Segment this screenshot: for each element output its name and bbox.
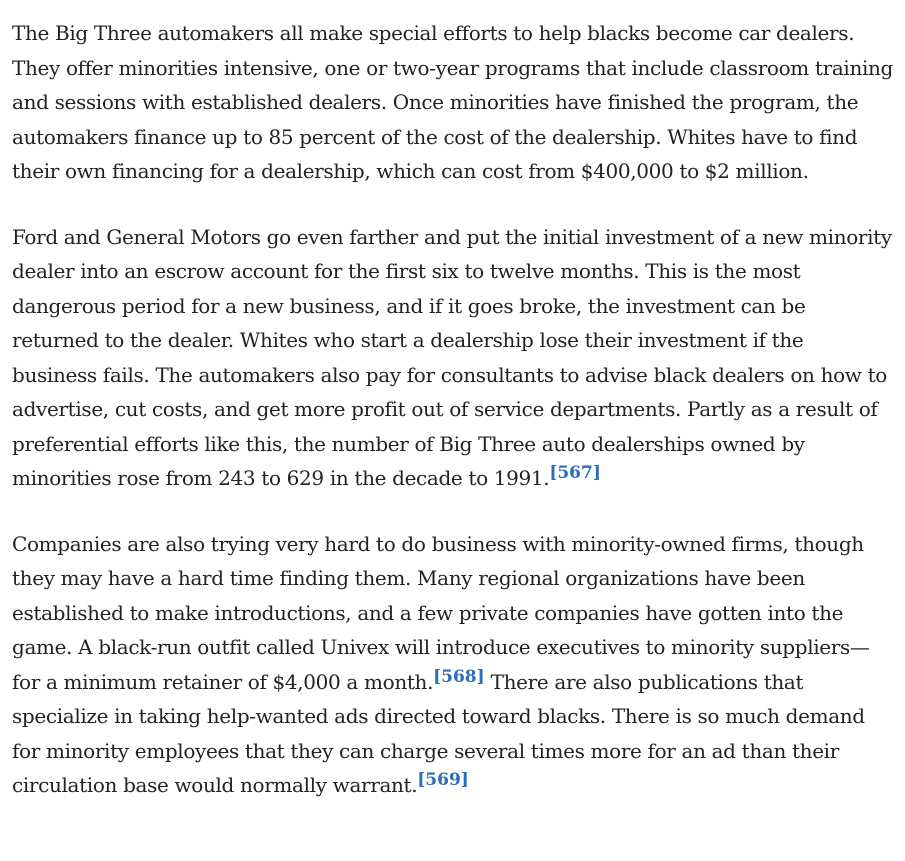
paragraph-text: The Big Three automakers all make special efforts to help blacks become car dealers. They offer minorities intensive, one or two-year programs that include classroom training and sessions with established dealers. Once minorities have finished the program, the automakers finance up to 85 percent of the cost of the dealership. Whites have to find their own financing for a dealership, which can cost from $400,000 to $2 million. (12, 21, 893, 183)
footnote-link-569[interactable]: [569] (417, 770, 469, 790)
paragraph-text-continued: There are also publications that specialize in taking help-wanted ads directed toward blacks. There is so much demand for minority employees that they can charge several times more for an ad than their circulation base would normally warrant. (12, 669, 865, 797)
footnote-link-567[interactable]: [567] (549, 463, 601, 483)
paragraph-escrow (12, 220, 893, 496)
footnote-link-568[interactable]: [568] (433, 666, 485, 687)
paragraph-minority-firms (12, 527, 893, 803)
paragraph-text: Ford and General Motors go even farther and put the initial investment of a new minority dealer into an escrow account for the first six to twelve months. This is the most dangerous period for a new business, and if it goes broke, the investment can be returned to the dealer. Whites who start a dealership lose their investment if the business fails. The automakers also pay for consultants to advise black dealers on how to advertise, cut costs, and get more profit out of service departments. Partly as a result of preferential efforts like this, the number of Big Three auto dealerships owned by minorities rose from 243 to 629 in the decade to 1991. (12, 224, 892, 490)
paragraph-text: Companies are also trying very hard to do business with minority-owned firms, though they may have a hard time finding them. Many regional organizations have been established to make introductions, and a few private companies have gotten into the game. A black-run outfit called Univex will introduce executives to minority suppliers—for a minimum retainer of $4,000 a month. (12, 531, 870, 694)
paragraph-dealers (12, 16, 893, 189)
